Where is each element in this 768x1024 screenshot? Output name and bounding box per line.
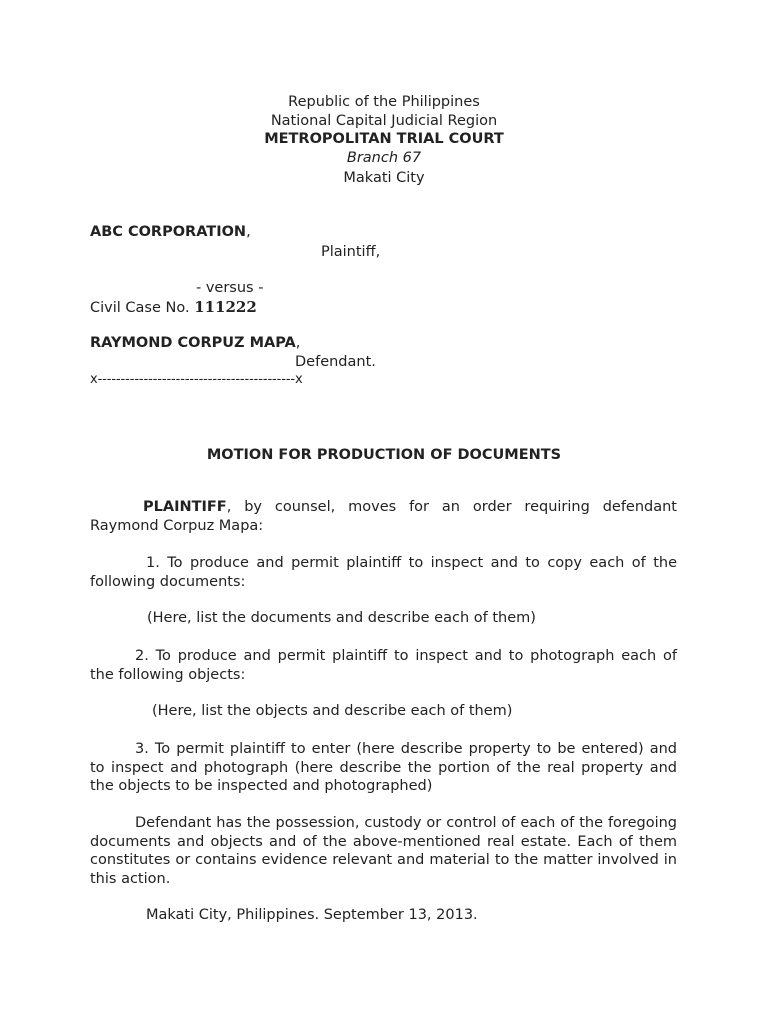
- item-2: 2. To produce and permit plaintiff to inspect and to photograph each of the following objects:: [90, 648, 677, 683]
- item-1: 1. To produce and permit plaintiff to inspect and to copy each of the following documents:: [90, 555, 677, 590]
- header-region: National Capital Judicial Region: [270, 113, 498, 129]
- versus-label: - versus -: [196, 280, 264, 296]
- caption-separator: x-------------------------------------------x: [90, 372, 303, 387]
- civil-case-line: [90, 298, 257, 316]
- intro-text: , by counsel, moves for an order requiring defendant Raymond Corpuz Mapa:: [90, 499, 677, 534]
- defendant-name: RAYMOND CORPUZ MAPA: [90, 335, 296, 351]
- intro-plaintiff: PLAINTIFF: [143, 499, 227, 515]
- plaintiff-label: Plaintiff,: [321, 244, 381, 260]
- item-3: 3. To permit plaintiff to enter (here describe property to be entered) and to inspect and photograph (here describe the portion of the real property and the objects to be inspected and photographed): [90, 741, 677, 794]
- item-1-note: (Here, list the documents and describe each of them): [147, 610, 536, 626]
- defendant-label: Defendant.: [295, 354, 376, 370]
- header-republic: Republic of the Philippines: [288, 94, 480, 110]
- header-court: METROPOLITAN TRIAL COURT: [264, 131, 504, 147]
- civil-case-label: Civil Case No.: [90, 300, 190, 316]
- defendant-name-line: [90, 335, 300, 351]
- motion-title: MOTION FOR PRODUCTION OF DOCUMENTS: [206, 447, 562, 463]
- plaintiff-name: ABC CORPORATION: [90, 224, 247, 240]
- dateline: Makati City, Philippines. September 13, 2013.: [146, 907, 478, 923]
- item-2-note: (Here, list the objects and describe each of them): [152, 703, 513, 719]
- plaintiff-name-suffix: ,: [246, 224, 251, 240]
- defendant-name-suffix: ,: [295, 335, 301, 351]
- possession-paragraph: Defendant has the possession, custody or control of each of the foregoing documents and objects and of the above-mentioned real estate. Each of them constitutes or contains evidence relevant and material to the matter involved in this action.: [90, 815, 677, 887]
- header-branch: Branch 67: [346, 150, 422, 166]
- intro-paragraph: [90, 498, 677, 535]
- civil-case-number: 111222: [194, 298, 257, 316]
- plaintiff-name-line: [90, 224, 251, 240]
- header-city: Makati City: [343, 170, 425, 186]
